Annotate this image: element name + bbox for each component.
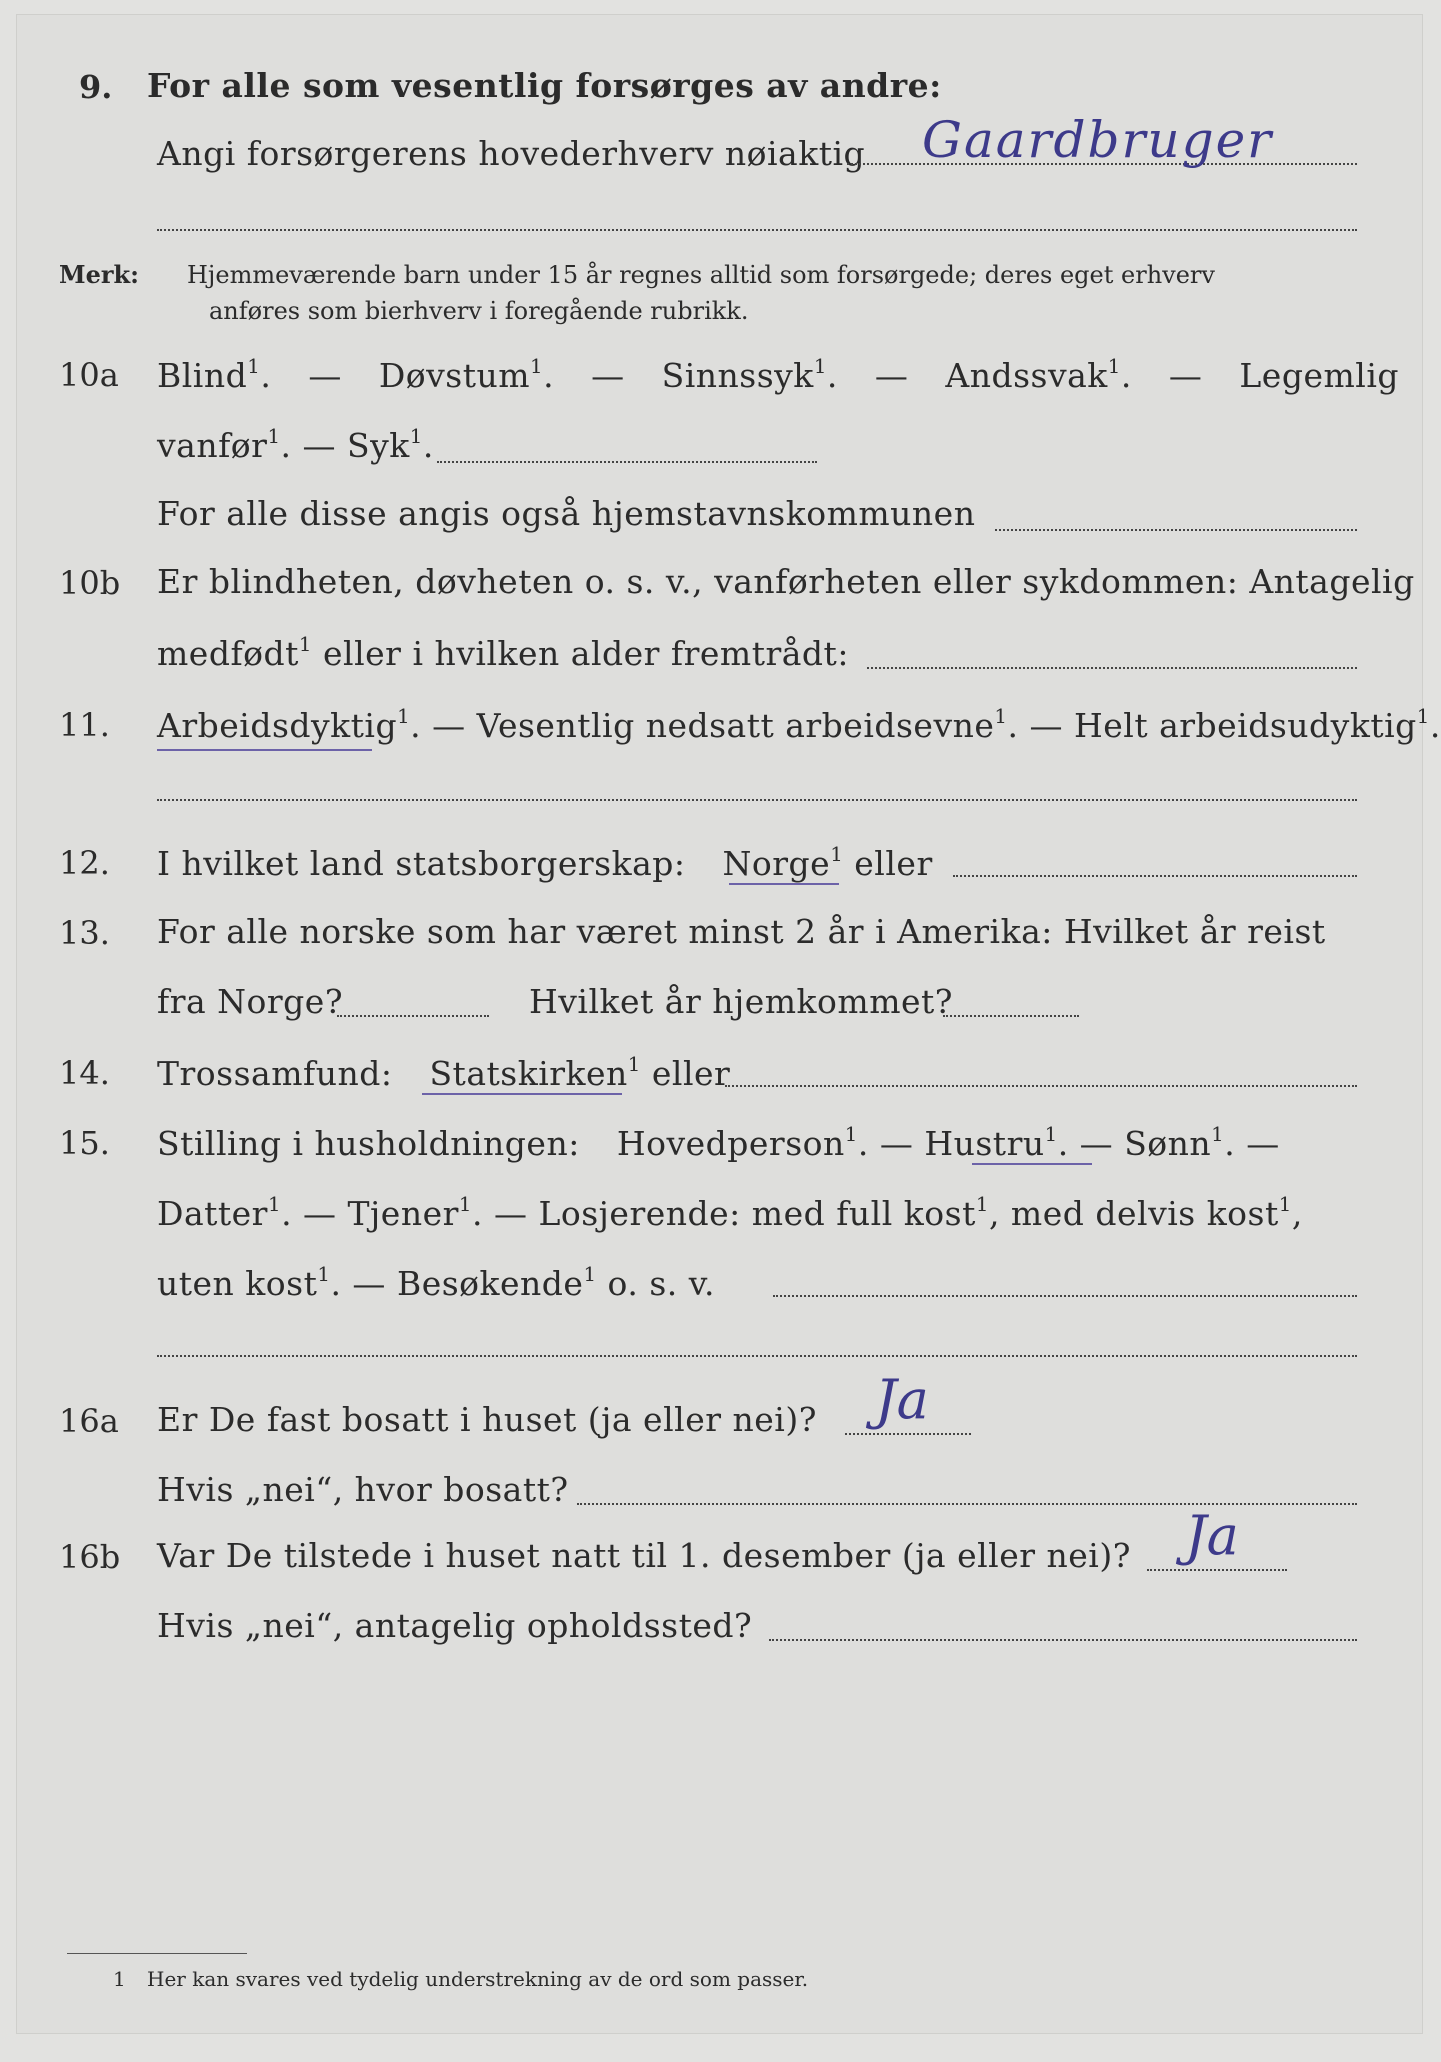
q16a-answer-line bbox=[845, 1433, 971, 1435]
opt-dovstum: Døvstum bbox=[378, 355, 531, 395]
q15-underline-hustru bbox=[972, 1163, 1092, 1165]
opt-arbeidsdyktig: Arbeidsdyktig bbox=[157, 705, 398, 745]
q16b-label: Var De tilstede i huset natt til 1. desember (ja eller nei)? bbox=[157, 1536, 1131, 1575]
q16b-opholdssted-line bbox=[769, 1639, 1357, 1641]
q11-number: 11. bbox=[59, 706, 110, 744]
q14-number: 14. bbox=[59, 1054, 110, 1092]
footnote-mark: 1 bbox=[113, 1967, 126, 1991]
q9-heading: For alle som vesentlig forsørges av andre: bbox=[147, 66, 942, 105]
footnote-text: Her kan svares ved tydelig understrekning av de ord som passer. bbox=[147, 1967, 809, 1991]
opt-hustru: Hustru bbox=[924, 1123, 1045, 1163]
q10b-line-1: Er blindheten, døvheten o. s. v., vanførheten eller sykdommen: Antagelig bbox=[157, 562, 1415, 601]
q16b-label-2: Hvis „nei“, antagelig opholdssted? bbox=[157, 1606, 753, 1645]
census-form-page bbox=[16, 14, 1441, 2034]
q13-hjem-line bbox=[943, 1015, 1079, 1017]
opt-statskirken: Statskirken bbox=[429, 1053, 628, 1093]
q9-extra-line bbox=[157, 229, 1357, 231]
note-line-1: Hjemmeværende barn under 15 år regnes alltid som forsørgede; deres eget erhverv bbox=[187, 261, 1215, 289]
q15-extra-line bbox=[157, 1355, 1357, 1357]
q16a-number: 16a bbox=[59, 1402, 119, 1440]
q12-answer-line bbox=[953, 875, 1357, 877]
opt-sonn: Sønn bbox=[1124, 1123, 1212, 1163]
q16b-answer-line bbox=[1147, 1569, 1287, 1571]
q9-number: 9. bbox=[79, 68, 113, 106]
q10a-line-2: vanfør$^1$. — Syk$^1$. bbox=[157, 425, 434, 465]
note-line-2: anføres som bierhverv i foregående rubrikk. bbox=[209, 297, 749, 325]
q16a-label: Er De fast bosatt i huset (ja eller nei)? bbox=[157, 1400, 817, 1439]
q14-answer-line bbox=[725, 1085, 1357, 1087]
q15-number: 15. bbox=[59, 1124, 110, 1162]
q15-line-1: Stilling i husholdningen: Hovedperson$^1$. — Hustru$^1$. — Sønn$^1$. — bbox=[157, 1123, 1280, 1163]
q14-underline-statskirken bbox=[422, 1093, 622, 1095]
q13-fra-line bbox=[337, 1015, 489, 1017]
opt-legemlig: Legemlig bbox=[1239, 355, 1399, 395]
opt-medfodt: medfødt bbox=[157, 633, 299, 673]
q10a-number: 10a bbox=[59, 356, 119, 394]
opt-norge: Norge bbox=[722, 843, 831, 883]
q10a-line-1: Blind$^1$. — Døvstum$^1$. — Sinnssyk$^1$. — Andssvak$^1$. — Legemlig bbox=[157, 355, 1399, 395]
q9-handwritten-answer: Gaardbruger bbox=[922, 111, 1274, 169]
opt-losjerende: Losjerende: bbox=[538, 1193, 741, 1233]
opt-blind: Blind bbox=[157, 355, 248, 395]
opt-helt-arbeidsudyktig: Helt arbeidsudyktig bbox=[1073, 705, 1417, 745]
q10b-answer-line bbox=[867, 667, 1357, 669]
opt-full-kost: med full kost bbox=[751, 1193, 976, 1233]
q13-number: 13. bbox=[59, 914, 110, 952]
q15-line-2: Datter$^1$. — Tjener$^1$. — Losjerende: med full kost$^1$, med delvis kost$^1$, bbox=[157, 1193, 1303, 1233]
q11-underline-arbeidsdyktig bbox=[157, 749, 372, 751]
q11-extra-line bbox=[157, 799, 1357, 801]
opt-hovedperson: Hovedperson bbox=[616, 1123, 845, 1163]
q15-line-3: uten kost$^1$. — Besøkende$^1$ o. s. v. bbox=[157, 1263, 715, 1303]
q15-label: Stilling i husholdningen: bbox=[157, 1123, 580, 1163]
opt-syk: Syk bbox=[347, 425, 410, 465]
q16a-handwritten-answer: Ja bbox=[875, 1368, 929, 1431]
opt-andssvak: Andssvak bbox=[945, 355, 1108, 395]
note-label: Merk: bbox=[59, 260, 139, 289]
q11-line: Arbeidsdyktig$^1$. — Vesentlig nedsatt arbeidsevne$^1$. — Helt arbeidsudyktig$^1$. bbox=[157, 705, 1441, 745]
footnote-rule bbox=[67, 1953, 247, 1954]
opt-tjener: Tjener bbox=[347, 1193, 459, 1233]
q12-line: I hvilket land statsborgerskap: Norge$^1$ eller bbox=[157, 843, 933, 883]
q16a-label-2: Hvis „nei“, hvor bosatt? bbox=[157, 1470, 569, 1509]
q10a-syk-line bbox=[437, 461, 817, 463]
q14-label: Trossamfund: bbox=[157, 1053, 393, 1093]
q12-underline-norge bbox=[729, 883, 839, 885]
q13-fra: fra Norge? bbox=[157, 982, 344, 1021]
opt-vanfor: vanfør bbox=[157, 425, 268, 465]
q14-line: Trossamfund: Statskirken$^1$ eller bbox=[157, 1053, 731, 1093]
q16b-number: 16b bbox=[59, 1538, 121, 1576]
q15-answer-line bbox=[773, 1295, 1357, 1297]
q16a-bosatt-line bbox=[577, 1503, 1357, 1505]
opt-datter: Datter bbox=[157, 1193, 268, 1233]
q9-label: Angi forsørgerens hovederhverv nøiaktig bbox=[157, 134, 866, 173]
q13-line-1: For alle norske som har været minst 2 år i Amerika: Hvilket år reist bbox=[157, 912, 1326, 951]
q10b-line-2: medfødt$^1$ eller i hvilken alder fremtrådt: bbox=[157, 633, 849, 673]
q16b-handwritten-answer: Ja bbox=[1185, 1504, 1239, 1567]
opt-sinnssyk: Sinnssyk bbox=[661, 355, 814, 395]
q12-label: I hvilket land statsborgerskap: bbox=[157, 843, 686, 883]
opt-uten-kost: uten kost bbox=[157, 1263, 318, 1303]
q10a-hjemstavn-line bbox=[995, 529, 1357, 531]
opt-delvis-kost: med delvis kost bbox=[1010, 1193, 1279, 1233]
q13-hjem: Hvilket år hjemkommet? bbox=[529, 982, 953, 1021]
q12-number: 12. bbox=[59, 844, 110, 882]
q10b-number: 10b bbox=[59, 564, 121, 602]
opt-vesentlig-nedsatt: Vesentlig nedsatt arbeidsevne bbox=[476, 705, 995, 745]
opt-besokende: Besøkende bbox=[396, 1263, 584, 1303]
q10a-line-3: For alle disse angis også hjemstavnskommunen bbox=[157, 494, 976, 533]
